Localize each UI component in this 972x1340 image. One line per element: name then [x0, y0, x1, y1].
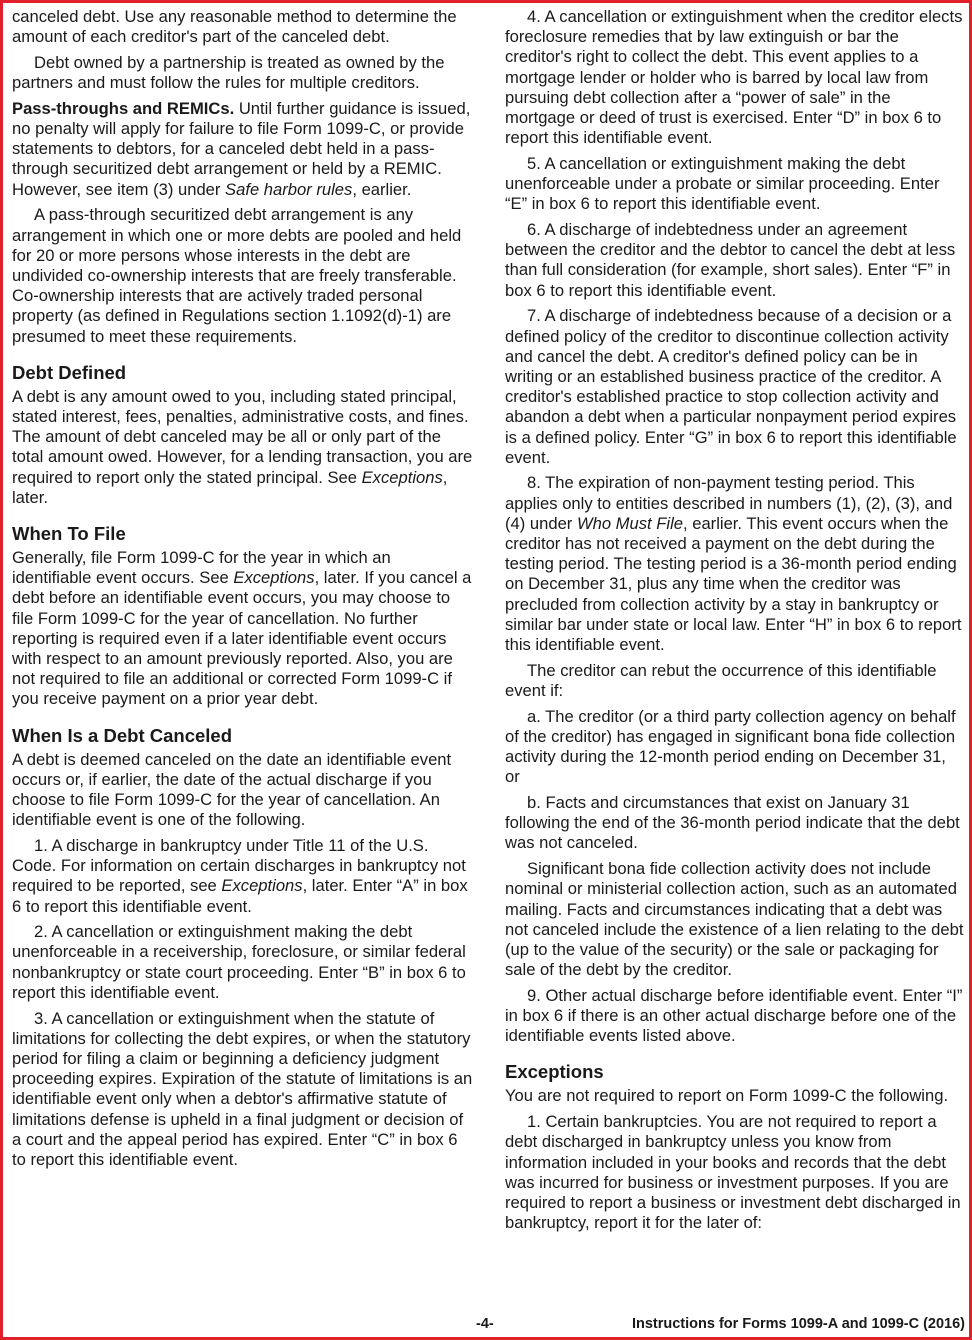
- list-item-9: 9. Other actual discharge before identifiable event. Enter “I” in box 6 if there is an other actual discharge before one of the identifiable events listed above.: [505, 985, 963, 1046]
- list-item-a: a. The creditor (or a third party collection agency on behalf of the creditor) has engaged in significant bona fide collection activity during the 12-month period ending on December 31, or: [505, 706, 956, 787]
- right-column: [505, 7, 965, 1239]
- page-footer: [3, 1316, 972, 1336]
- paragraph-rebut: The creditor can rebut the occurrence of this identifiable event if:: [505, 660, 937, 700]
- paragraph-partnership: Debt owned by a partnership is treated as owned by the partners and must follow the rules for multiple creditors.: [12, 52, 445, 93]
- paragraph-pass-throughs: [12, 99, 474, 200]
- cross-reference: Exceptions: [221, 876, 303, 896]
- list-item-7: 7. A discharge of indebtedness because of a decision or a defined policy of the creditor to discontinue collection activity and cancel the debt. A creditor's defined policy can be in writing or an established business practice of the creditor. A creditor's established practice to stop collection activity and abandon a debt when a particular nonpayment period expires is a defined policy. Enter “G” in box 6 to report this identifiable event.: [505, 306, 957, 467]
- text-run: , later. If you cancel a debt before an identifiable event occurs, you may choose to file Form 1099-C for the year of cancellation. No further reporting is required even if a later identifiable event occurs with respect to an amount previously reported. Also, you are not required to file an additional or corrected Form 1099-C if you receive payment on a prior year debt.: [12, 568, 472, 709]
- text-run: , later. Enter “A” in box 6 to report this identifiable event.: [12, 876, 468, 916]
- text-run: , later.: [12, 467, 448, 507]
- paragraph-debt-defined: [12, 387, 474, 508]
- heading-exceptions: Exceptions: [505, 1061, 604, 1083]
- list-item-3: 3. A cancellation or extinguishment when the statute of limitations for collecting the debt expires, or when the statutory period for filing a claim or beginning a deficiency judgment proceeding expires. Expiration of the statute of limitations is an identifiable event only when a debtor's affirmative statute of limitations defense is upheld in a final judgment or decision of a court and the appeal period has expired. Enter “C” in box 6 to report this identifiable event.: [12, 1008, 473, 1169]
- left-column: [12, 7, 474, 1176]
- paragraph-when-to-file: [12, 548, 474, 710]
- page-number: -4-: [476, 1316, 494, 1332]
- list-item-8: [505, 473, 965, 655]
- paragraph-creditor-part: canceled debt. Use any reasonable method to determine the amount of each creditor's part of the canceled debt.: [12, 7, 457, 47]
- list-item-2: 2. A cancellation or extinguishment making the debt unenforceable in a receivership, foreclosure, or similar federal nonbankruptcy or state court proceeding. Enter “B” in box 6 to report this identifiable event.: [12, 922, 466, 1002]
- list-item-1: [12, 836, 474, 917]
- text-run: A debt is any amount owed to you, including stated principal, stated interest, fees, penalties, administrative costs, and fines. The amount of debt canceled may be all or only part of the total amount owed. However, for a lending transaction, you are required to report only the stated principal. See: [12, 386, 473, 487]
- list-item-6: 6. A discharge of indebtedness under an agreement between the creditor and the debtor to cancel the debt at less than full consideration (for example, short sales). Enter “F” in box 6 to report this identifiable event.: [505, 220, 956, 300]
- cross-reference: Who Must File: [576, 513, 683, 533]
- list-item-5: 5. A cancellation or extinguishment making the debt unenforceable under a probate or similar proceeding. Enter “E” in box 6 to report this identifiable event.: [505, 153, 940, 214]
- text-run: 8. The expiration of non-payment testing period. This applies only to entities described in numbers (1), (2), (3), and (4) under: [505, 473, 953, 533]
- text-run: 1. A discharge in bankruptcy under Title 11 of the U.S. Code. For information on certain discharges in bankruptcy not required to be reported, see: [12, 835, 466, 896]
- heading-debt-defined: Debt Defined: [12, 361, 127, 383]
- cross-reference: Safe harbor rules: [225, 179, 353, 199]
- paragraph-when-canceled: A debt is deemed canceled on the date an identifiable event occurs or, if earlier, the date of the actual discharge if you choose to file Form 1099-C for the year of cancellation. An identifiable event is one of the following.: [12, 749, 452, 830]
- list-item-b: b. Facts and circumstances that exist on January 31 following the end of the 36-month period indicate that the debt was not canceled.: [505, 793, 960, 853]
- list-item-4: 4. A cancellation or extinguishment when the creditor elects foreclosure remedies that by law extinguish or bar the creditor's right to collect the debt. This event applies to a mortgage lender or holder who is barred by local law from pursuing debt collection after a “power of sale” in the mortgage or deed of trust is exercised. Enter “D” in box 6 to report this identifiable event.: [505, 7, 963, 148]
- heading-when-to-file: When To File: [12, 522, 126, 544]
- exception-item-1: 1. Certain bankruptcies. You are not required to report a debt discharged in bankruptcy unless you know from information included in your books and records that the debt was incurred for business or investment purposes. If you are required to report a business or investment debt discharged in bankruptcy, report it for the later of:: [505, 1112, 961, 1233]
- heading-when-debt-canceled: When Is a Debt Canceled: [12, 724, 232, 746]
- text-run: Generally, file Form 1099-C for the year in which an identifiable event occurs. See: [12, 547, 391, 588]
- paragraph-significant-activity: Significant bona fide collection activity does not include nominal or ministerial collection action, such as an automated mailing. Facts and circumstances indicating that a debt was not canceled include the existence of a lien relating to the debt (up to the value of the security) or the sale or packaging for sale of the debt by the creditor.: [505, 859, 964, 980]
- paragraph-arrangement: A pass-through securitized debt arrangement is any arrangement in which one or more debts are pooled and held for 20 or more persons whose interests in the debt are undivided co-ownership interests that are freely transferable. Co-ownership interests that are actively traded personal property (as defined in Regulations section 1.1092(d)-1) are presumed to meet these requirements.: [12, 205, 462, 346]
- footer-title: Instructions for Forms 1099-A and 1099-C (2016): [631, 1316, 965, 1332]
- text-run: , earlier. This event occurs when the creditor has not received a payment on the debt during the testing period. The testing period is a 36-month period ending on December 31, plus any time when the creditor was precluded from collection activity by a stay in bankruptcy or similar bar under state or local law. Enter “H” in box 6 to report this identifiable event.: [505, 513, 962, 655]
- paragraph-exceptions: You are not required to report on Form 1099-C the following.: [505, 1086, 949, 1106]
- cross-reference: Exceptions: [233, 568, 315, 588]
- run-in-heading-pass-throughs: Pass-throughs and REMICs.: [12, 98, 235, 118]
- text-run: , earlier.: [352, 179, 412, 199]
- cross-reference: Exceptions: [361, 467, 443, 487]
- text-run: Until further guidance is issued, no penalty will apply for failure to file Form 1099-C, or provide statements to debtors, for a canceled debt held in a pass-through securitized debt arrangement or held by a REMIC. However, see item (3) under: [12, 98, 471, 199]
